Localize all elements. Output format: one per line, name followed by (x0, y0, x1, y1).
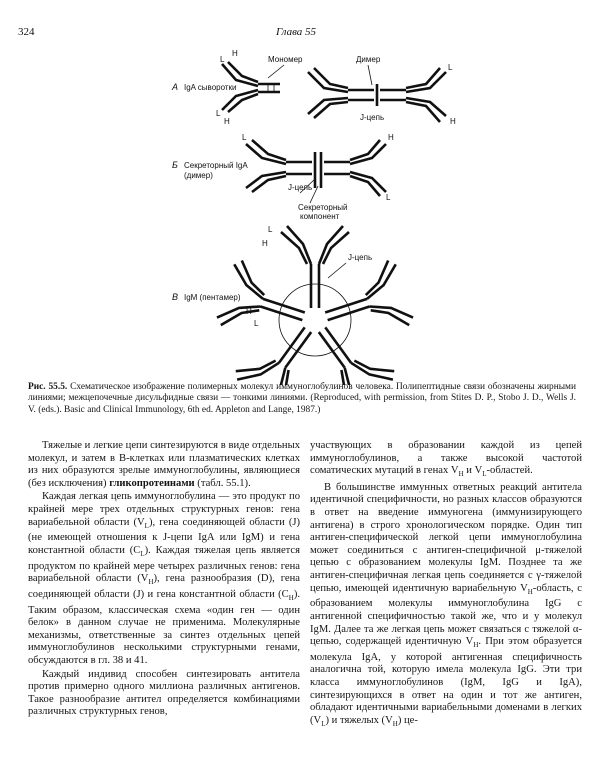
chain-label-h: H (224, 117, 230, 126)
text-column-right (310, 440, 582, 731)
paragraph-text: (табл. 55.1). (194, 477, 251, 489)
row-c-jchain-label: J-цепь (348, 253, 373, 262)
bold-term: гликопротеинами (109, 477, 195, 489)
dimer-label: Димер (356, 55, 381, 64)
paragraph-text: Тяжелые и легкие цепи синтезируются в виде отдельных молекул, и затем в В-клетках или плазматических клетках из них образуются зрелые иммуноглобулины, являющиеся (без исключения) (28, 440, 300, 489)
page-number: 324 (18, 26, 35, 38)
row-b-title-2: (димер) (184, 171, 213, 180)
chain-label-l: L (216, 109, 221, 118)
row-a-jchain-label: J-цепь (360, 113, 385, 122)
chain-label-h: H (388, 133, 394, 142)
chain-label-h: H (450, 117, 456, 126)
chain-label-l: L (254, 319, 259, 328)
secretory-component-label-1: Секреторный (298, 203, 348, 212)
row-b-title-1: Секреторный IgA (184, 161, 248, 170)
figure-drawing (150, 40, 570, 385)
chain-label-l: L (448, 63, 453, 72)
row-c-title: IgM (пентамер) (184, 293, 241, 302)
row-b-jchain-label: J-цепь (288, 183, 313, 192)
text-column-left (28, 440, 300, 719)
row-a-title: IgA сыворотки (184, 83, 237, 92)
chain-label-l: L (220, 55, 225, 64)
paragraph (28, 440, 300, 490)
paragraph: участвующих в образовании каждой из цепей иммуноглобулинов, а также высокой частотой соматических мутаций в генах $V_H$ и $V_L$-областей. (310, 440, 582, 479)
chain-label-l: L (386, 193, 391, 202)
row-b-letter: Б (172, 160, 178, 170)
figure-caption (28, 382, 576, 416)
paragraph: Каждая легкая цепь иммуноглобулина — это продукт по крайней мере трех отдельных структурных генов: гена вариабельной области $(V_L)$, гена соединяющей области (J) (не имеющей отношения к J-цепи IgA или IgM) и гена константной области $(C_L)$. Каждая тяжелая цепь является продуктом по крайней мере четырех различных генов: гена вариабельной области $(V_H)$, гена разнообразия (D), гена соединяющей области (J) и гена константной области $(C_H)$. Таким образом, классическая схема «один ген — один белок» в данном случае не применима. Молекулярные механизмы, ответственные за синтез отдельных цепей иммуноглобулинов несколькими структурными генами, обсуждаются в гл. 38 и 41. (28, 491, 300, 666)
igm-pentamer (215, 226, 415, 385)
secretory-iga-dimer (246, 140, 386, 203)
figure-immunoglobulin-polymers (150, 40, 570, 385)
chain-label-l: L (268, 225, 273, 234)
chain-label-h: H (262, 239, 268, 248)
paragraph: Каждый индивид способен синтезировать антитела против примерно одного миллиона различных антигенов. Такое разнообразие антител определяется комбинациями различных структурных генов, (28, 668, 300, 718)
row-c-letter: В (172, 292, 179, 302)
chain-label-l: L (242, 133, 247, 142)
monomer-leader (268, 65, 284, 78)
chain-label-h: H (246, 307, 252, 316)
caption-label: Рис. 55.5. (28, 382, 68, 392)
monomer-label: Мономер (268, 55, 303, 64)
running-head: Глава 55 (276, 26, 317, 38)
row-a-letter: А (172, 82, 179, 92)
chain-label-h: H (232, 49, 238, 58)
dimer-leader (368, 65, 372, 85)
paragraph: В большинстве иммунных ответных реакций антитела идентичной специфичности, но разных классов образуются в ответ на введение иммуногена (иммунизирующего антигена) в строго хронологическом порядке. Один тип антиген-специфической легкой цепи иммуноглобулина может соединиться с антиген-специфичной μ-тяжелой цепью с образованием молекулы IgM. Позднее та же антиген-специфичная легкая цепь соединяется с γ-тяжелой цепью, имеющей идентичную вариабельную $V_H$-область, с образованием молекулы иммуноглобулина IgG с антигенной специфичностью такой же, что и у молекул IgM. Далее та же легкая цепь может связаться с тяжелой α-цепью, содержащей идентичную $V_H$. При этом образуется молекула IgA, у которой антигенная специфичность аналогична той, которую имела молекула IgG. Эти три класса иммуноглобулинов (IgM, IgG и IgA), синтезирующихся в ответ на один и тот же антиген, обладают идентичными вариабельными доменами в легких $(V_L)$ и тяжелых $(V_H)$ це- (310, 481, 582, 728)
caption-text: Схематическое изображение полимерных молекул иммуноглобулинов человека. Полипептидные связи обозначены жирными линиями; межцепочечные дисульфидные связи — тонкими линиями. (Reproduced, with permission, from Stites D. P., Stobo J. D., Wells J. V. (eds.). Basic and Clinical Immunology, 6th ed. Appleton and Lange, 1987.) (28, 382, 576, 415)
jchain-leader (328, 263, 346, 278)
secretory-component-label-2: компонент (300, 212, 340, 221)
